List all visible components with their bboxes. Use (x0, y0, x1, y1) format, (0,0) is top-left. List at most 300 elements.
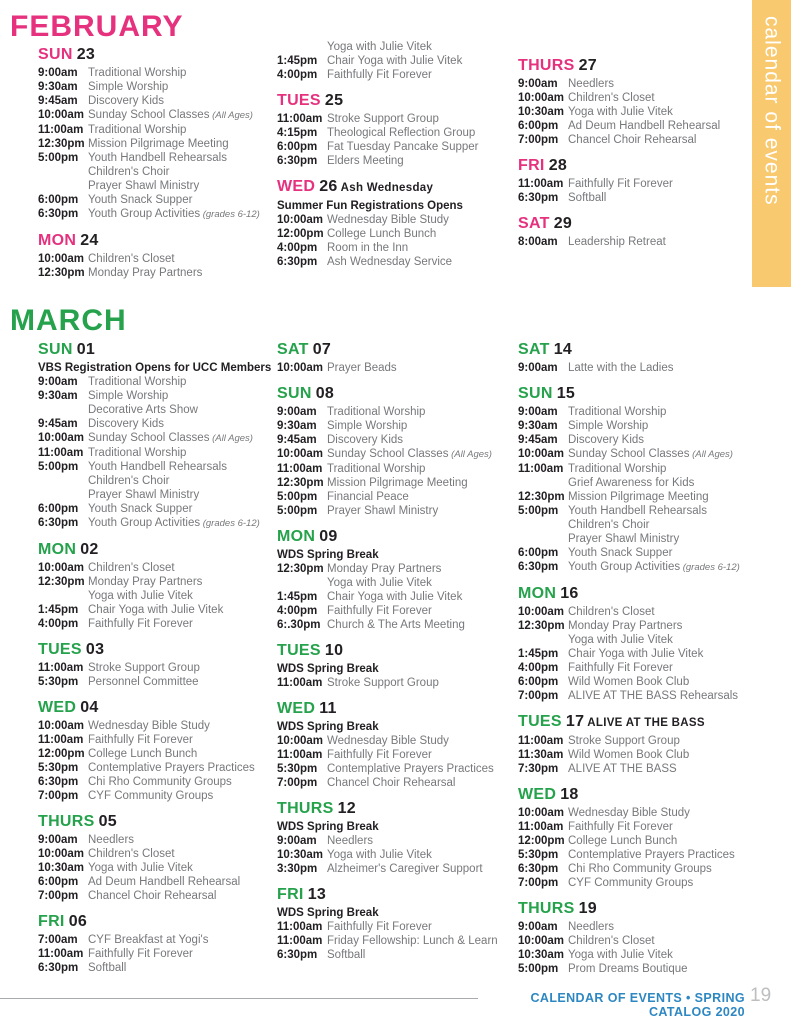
event-row (277, 490, 515, 504)
event-row (38, 847, 276, 861)
event-row (518, 518, 756, 532)
event-time: 6:00pm (38, 876, 79, 888)
day-block (518, 158, 756, 205)
event-row (38, 137, 276, 151)
event-row (518, 862, 756, 876)
day-number: 05 (98, 813, 118, 830)
day-number: 01 (76, 341, 96, 358)
event-time: 10:00am (518, 92, 565, 104)
event-row (38, 165, 276, 179)
event-title: Youth Handbell Rehearsals (568, 505, 707, 517)
day-number: 26 (319, 178, 338, 195)
event-title: Prayer Shawl Ministry (327, 505, 439, 517)
event-title: Leadership Retreat (568, 236, 666, 248)
event-title: Chi Rho Community Groups (88, 776, 232, 788)
event-title: Faithfully Fit Forever (88, 618, 193, 630)
event-title: Youth Snack Supper (568, 547, 673, 559)
event-detail: (All Ages) (209, 110, 253, 121)
event-title: Chair Yoga with Julie Vitek (568, 648, 704, 660)
event-title: Alzheimer's Caregiver Support (327, 863, 483, 875)
event-time: 6:30pm (38, 517, 79, 529)
day-block (277, 179, 515, 269)
day-header (518, 901, 756, 917)
event-row (518, 876, 756, 890)
event-title: Softball (327, 949, 366, 961)
event-title: Needlers (327, 835, 374, 847)
event-row (518, 605, 756, 619)
event-time: 12:30pm (277, 563, 324, 575)
day-name: TUES (38, 641, 82, 658)
day-number: 25 (324, 92, 344, 109)
event-row (518, 820, 756, 834)
event-title: Wednesday Bible Study (568, 807, 690, 819)
day-name: WED (38, 699, 77, 716)
event-time (518, 476, 568, 490)
day-name: WED (277, 700, 316, 717)
event-time: 5:00pm (277, 491, 318, 503)
event-time: 6:00pm (277, 141, 318, 153)
event-time: 9:30am (38, 81, 78, 93)
february-column-2 (277, 40, 515, 280)
event-time: 9:45am (277, 434, 317, 446)
day-number: 28 (548, 157, 568, 174)
event-time: 9:45am (518, 434, 558, 446)
event-title: Contemplative Prayers Practices (568, 849, 735, 861)
day-name: SUN (38, 46, 73, 63)
event-title: Youth Snack Supper (88, 503, 193, 515)
day-suffix: ALIVE AT THE BASS (587, 717, 705, 729)
event-title: Needlers (568, 78, 615, 90)
day-block (38, 814, 276, 903)
day-note: WDS Spring Break (277, 549, 379, 561)
event-time: 9:00am (38, 67, 78, 79)
event-time: 6:30pm (518, 192, 559, 204)
event-row (277, 154, 515, 168)
event-time: 11:00am (277, 921, 323, 933)
event-row (38, 603, 276, 617)
day-name: SUN (38, 341, 73, 358)
event-row (38, 747, 276, 761)
day-name: SUN (277, 385, 312, 402)
event-row (518, 105, 756, 119)
day-header (277, 643, 515, 659)
event-time: 10:00am (518, 606, 565, 618)
event-row (518, 675, 756, 689)
event-time: 12:30pm (518, 491, 565, 503)
event-time: 12:00pm (277, 228, 324, 240)
event-title: Friday Fellowship: Lunch & Learn (327, 935, 498, 947)
day-block (518, 714, 756, 776)
event-time: 11:00am (518, 178, 564, 190)
event-time (518, 633, 568, 647)
event-time: 4:00pm (277, 605, 318, 617)
event-time: 4:00pm (518, 662, 559, 674)
day-number: 19 (578, 900, 598, 917)
event-title: Yoga with Julie Vitek (327, 849, 432, 861)
event-row (518, 405, 756, 419)
event-title: Contemplative Prayers Practices (327, 763, 494, 775)
event-time: 11:00am (277, 749, 323, 761)
event-row (518, 191, 756, 205)
day-name: FRI (277, 886, 304, 903)
event-title: Softball (568, 192, 607, 204)
event-time: 6:00pm (518, 547, 559, 559)
event-time: 11:00am (38, 948, 84, 960)
event-row (277, 419, 515, 433)
event-time (38, 165, 88, 179)
event-title: Sunday School Classes (All Ages) (88, 109, 253, 121)
day-block (38, 47, 276, 222)
event-row (277, 676, 515, 690)
event-title: Yoga with Julie Vitek (327, 577, 432, 589)
event-row (277, 934, 515, 948)
event-row (38, 575, 276, 589)
event-title: College Lunch Bunch (327, 228, 437, 240)
event-title: Latte with the Ladies (568, 362, 674, 374)
event-row (38, 389, 276, 403)
event-row (518, 806, 756, 820)
event-row (277, 112, 515, 126)
event-row (38, 108, 276, 123)
month-title-february: FEBRUARY (10, 10, 184, 43)
event-time: 10:00am (277, 735, 324, 747)
event-time: 10:00am (518, 807, 565, 819)
event-time: 9:00am (518, 921, 558, 933)
day-header (38, 47, 276, 63)
event-time: 9:00am (518, 78, 558, 90)
event-title: Youth Group Activities (grades 6-12) (88, 517, 260, 529)
day-number: 27 (578, 57, 598, 74)
event-title: Faithfully Fit Forever (568, 662, 673, 674)
day-suffix: Ash Wednesday (340, 182, 434, 194)
event-time: 7:00pm (38, 790, 79, 802)
february-column-1 (38, 47, 276, 291)
event-row (38, 789, 276, 803)
event-time: 11:00am (518, 463, 564, 475)
event-title: Youth Handbell Rehearsals (88, 152, 227, 164)
event-time: 10:00am (38, 562, 85, 574)
event-time: 5:00pm (277, 505, 318, 517)
event-row (518, 476, 756, 490)
day-number: 15 (556, 385, 576, 402)
event-title: Prayer Shawl Ministry (88, 180, 200, 192)
event-row (277, 590, 515, 604)
day-name: THURS (38, 813, 95, 830)
event-row (277, 504, 515, 518)
event-row (518, 532, 756, 546)
event-title: Prayer Shawl Ministry (568, 533, 680, 545)
event-time: 9:00am (277, 406, 317, 418)
event-row (277, 447, 515, 462)
event-title: Financial Peace (327, 491, 409, 503)
event-title: Wednesday Bible Study (327, 214, 449, 226)
day-name: THURS (277, 800, 334, 817)
event-time: 12:30pm (518, 620, 565, 632)
day-header (38, 814, 276, 830)
event-time: 6:00pm (38, 503, 79, 515)
event-row (518, 462, 756, 476)
event-row (277, 54, 515, 68)
day-name: FRI (38, 913, 65, 930)
day-name: TUES (518, 713, 562, 730)
event-title: Faithfully Fit Forever (568, 821, 673, 833)
event-row (38, 833, 276, 847)
event-time: 1:45pm (277, 591, 318, 603)
day-block (277, 701, 515, 790)
day-number: 06 (68, 913, 88, 930)
footer-text: CALENDAR OF EVENTS • SPRING CATALOG 2020 (530, 991, 745, 1019)
event-row (518, 633, 756, 647)
event-title: Chancel Choir Rehearsal (88, 890, 217, 902)
day-header (518, 342, 756, 358)
event-row (518, 419, 756, 433)
event-title: Stroke Support Group (327, 113, 439, 125)
event-time: 11:00am (277, 113, 323, 125)
event-row (38, 961, 276, 975)
footer-rule (0, 998, 478, 999)
day-name: SUN (518, 385, 553, 402)
day-header (277, 887, 515, 903)
event-row (518, 119, 756, 133)
day-note: WDS Spring Break (277, 821, 379, 833)
day-header (277, 701, 515, 717)
event-title: Children's Closet (88, 562, 175, 574)
event-title: Children's Closet (88, 848, 175, 860)
day-block (277, 386, 515, 518)
event-time: 1:45pm (518, 648, 559, 660)
day-header (518, 158, 756, 174)
day-number: 18 (560, 786, 579, 803)
event-time: 11:00am (38, 662, 84, 674)
event-time: 12:30pm (277, 477, 324, 489)
day-number: 09 (319, 528, 338, 545)
day-name: WED (518, 786, 557, 803)
event-title: Yoga with Julie Vitek (88, 590, 193, 602)
event-title: Children's Choir (88, 166, 170, 178)
day-number: 02 (80, 541, 99, 558)
event-title: Traditional Worship (327, 406, 426, 418)
event-row (518, 490, 756, 504)
day-number: 14 (553, 341, 573, 358)
event-title: Discovery Kids (327, 434, 404, 446)
event-title: Grief Awareness for Kids (568, 477, 695, 489)
event-row (38, 80, 276, 94)
event-row (277, 562, 515, 576)
event-title: Youth Group Activities (grades 6-12) (88, 208, 260, 220)
event-row (518, 934, 756, 948)
event-time: 12:00pm (38, 748, 85, 760)
event-time (518, 532, 568, 546)
day-name: FRI (518, 157, 545, 174)
side-tab (752, 0, 791, 287)
event-row (38, 151, 276, 165)
event-title: Children's Closet (88, 253, 175, 265)
day-block (38, 700, 276, 803)
event-detail: (grades 6-12) (200, 209, 260, 220)
event-row (38, 561, 276, 575)
event-time: 9:00am (38, 834, 78, 846)
event-row (277, 618, 515, 632)
event-time: 12:30pm (38, 576, 85, 588)
event-row (518, 748, 756, 762)
day-header (38, 700, 276, 716)
event-row (38, 266, 276, 280)
event-time: 10:00am (38, 848, 85, 860)
event-time (277, 576, 327, 590)
event-time: 11:00am (277, 677, 323, 689)
event-time: 6:30pm (277, 949, 318, 961)
event-row (38, 123, 276, 137)
event-time: 10:30am (518, 106, 565, 118)
event-time: 5:00pm (518, 505, 559, 517)
event-time: 10:30am (277, 849, 324, 861)
event-time: 10:00am (38, 253, 85, 265)
day-block (277, 529, 515, 632)
event-time: 5:00pm (518, 963, 559, 975)
day-header (277, 386, 515, 402)
event-title: Faithfully Fit Forever (88, 734, 193, 746)
day-header (38, 342, 276, 358)
event-title: Simple Worship (88, 81, 169, 93)
event-row (518, 762, 756, 776)
event-time: 10:00am (518, 935, 565, 947)
event-time: 7:00pm (277, 777, 318, 789)
event-row (38, 516, 276, 531)
event-title: Ad Deum Handbell Rehearsal (88, 876, 241, 888)
day-header (277, 93, 515, 109)
day-header (38, 642, 276, 658)
event-time: 7:00pm (518, 690, 559, 702)
event-title: ALIVE AT THE BASS Rehearsals (568, 690, 739, 702)
event-time: 6:30pm (277, 155, 318, 167)
event-title: Prom Dreams Boutique (568, 963, 688, 975)
event-row (277, 405, 515, 419)
event-title: Monday Pray Partners (568, 620, 683, 632)
day-name: TUES (277, 92, 321, 109)
event-title: College Lunch Bunch (568, 835, 678, 847)
event-time: 7:00pm (518, 134, 559, 146)
event-title: Mission Pilgrimage Meeting (568, 491, 709, 503)
event-title: Youth Snack Supper (88, 194, 193, 206)
event-title: Stroke Support Group (568, 735, 680, 747)
day-note: WDS Spring Break (277, 907, 379, 919)
day-number: 23 (76, 46, 96, 63)
event-time: 6:30pm (277, 256, 318, 268)
event-row (277, 40, 515, 54)
day-header (518, 787, 756, 803)
event-time: 11:00am (38, 124, 84, 136)
event-title: Yoga with Julie Vitek (568, 634, 673, 646)
day-number: 24 (80, 232, 99, 249)
event-row (518, 361, 756, 375)
event-title: Traditional Worship (88, 376, 187, 388)
event-time: 7:00am (38, 934, 78, 946)
day-name: WED (277, 178, 316, 195)
event-time (38, 179, 88, 193)
side-tab-label: calendar of events (760, 16, 784, 206)
day-block (38, 642, 276, 689)
day-block (518, 386, 756, 575)
event-title: Mission Pilgrimage Meeting (88, 138, 229, 150)
event-title: Children's Closet (568, 92, 655, 104)
event-title: Wild Women Book Club (568, 676, 690, 688)
event-time: 5:00pm (38, 461, 79, 473)
event-time: 3:30pm (277, 863, 318, 875)
event-title: Children's Choir (568, 519, 650, 531)
day-name: TUES (277, 642, 321, 659)
event-title: Chair Yoga with Julie Vitek (88, 604, 224, 616)
event-row (277, 834, 515, 848)
event-title: Sunday School Classes (All Ages) (568, 448, 733, 460)
event-time: 6:30pm (38, 208, 79, 220)
day-number: 12 (337, 800, 357, 817)
event-title: Yoga with Julie Vitek (568, 949, 673, 961)
day-name: MON (38, 232, 77, 249)
event-title: Contemplative Prayers Practices (88, 762, 255, 774)
event-row (277, 255, 515, 269)
day-note: WDS Spring Break (277, 721, 379, 733)
event-time: 10:00am (277, 448, 324, 460)
event-title: Personnel Committee (88, 676, 199, 688)
event-time: 9:30am (518, 420, 558, 432)
event-row (277, 920, 515, 934)
event-title: Traditional Worship (327, 463, 426, 475)
event-title: Faithfully Fit Forever (327, 69, 432, 81)
event-row (38, 589, 276, 603)
day-block (518, 216, 756, 249)
event-title: Chancel Choir Rehearsal (568, 134, 697, 146)
march-column-1 (38, 342, 276, 986)
event-title: Softball (88, 962, 127, 974)
event-title: Children's Closet (568, 935, 655, 947)
event-row (38, 94, 276, 108)
event-row (518, 948, 756, 962)
event-title: Stroke Support Group (88, 662, 200, 674)
event-row (518, 962, 756, 976)
event-row (38, 889, 276, 903)
event-detail: (All Ages) (209, 433, 253, 444)
event-row (38, 474, 276, 488)
event-time: 9:00am (277, 835, 317, 847)
event-row (38, 375, 276, 389)
day-number: 10 (324, 642, 344, 659)
event-time: 6:30pm (38, 776, 79, 788)
event-title: Decorative Arts Show (88, 404, 198, 416)
day-header (38, 914, 276, 930)
event-row (38, 207, 276, 222)
event-title: CYF Breakfast at Yogi's (88, 934, 209, 946)
event-title: Simple Worship (568, 420, 649, 432)
day-block (38, 233, 276, 280)
event-title: Mission Pilgrimage Meeting (327, 477, 468, 489)
day-block (277, 93, 515, 168)
event-title: Chi Rho Community Groups (568, 863, 712, 875)
event-title: Fat Tuesday Pancake Supper (327, 141, 479, 153)
event-title: Monday Pray Partners (88, 267, 203, 279)
event-time: 9:00am (38, 376, 78, 388)
day-number: 07 (312, 341, 332, 358)
event-title: Traditional Worship (88, 124, 187, 136)
event-time: 4:15pm (277, 127, 318, 139)
event-row (38, 661, 276, 675)
event-time: 5:30pm (38, 762, 79, 774)
event-row (38, 933, 276, 947)
event-title: Theological Reflection Group (327, 127, 476, 139)
event-title: Wild Women Book Club (568, 749, 690, 761)
event-detail: (grades 6-12) (200, 518, 260, 529)
event-time: 12:30pm (38, 267, 85, 279)
day-block (277, 801, 515, 876)
